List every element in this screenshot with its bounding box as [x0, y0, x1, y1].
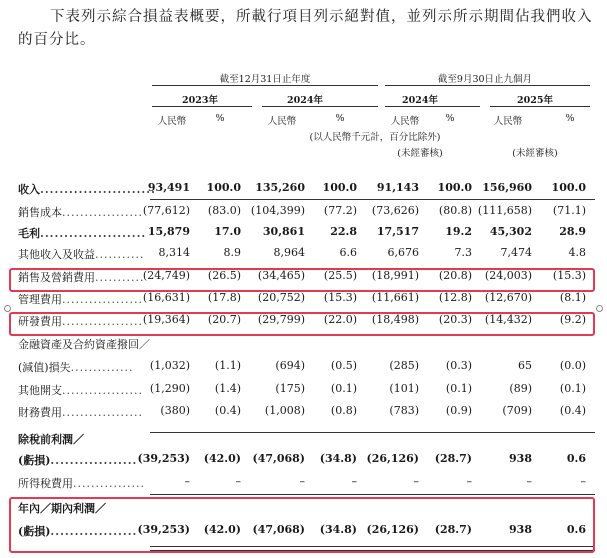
table-cell: 17.0 [214, 225, 241, 238]
header-year-2024-nine-months: 2024年 [402, 95, 438, 106]
table-cell: – [235, 475, 241, 488]
table-cell: 15,879 [147, 225, 190, 238]
row-label: 管理費用.................. [18, 293, 143, 306]
header-rmb-2: 人民幣 [267, 116, 297, 127]
row-label: (減值)損失.............. [18, 361, 134, 374]
table-cell: (16,631) [142, 291, 190, 304]
table-cell: 65 [518, 359, 532, 372]
table-cell: (73,626) [371, 204, 419, 217]
table-cell: (20.7) [207, 313, 241, 326]
row-label: (虧損).................. [18, 525, 138, 538]
table-cell: 8,964 [273, 246, 305, 259]
table-cell: (111,658) [477, 204, 532, 217]
table-cell: (104,399) [250, 204, 305, 217]
table-cell: (77,612) [142, 204, 190, 217]
table-cell: (83.0) [207, 204, 241, 217]
table-cell: (709) [502, 404, 532, 417]
table-cell: 0.6 [566, 452, 586, 465]
header-group-nine-months: 截至9月30日止九個月 [437, 74, 533, 85]
table-cell: (0.4) [559, 404, 586, 417]
table-cell: 4.8 [568, 246, 586, 259]
table-cell: (34.8) [319, 523, 357, 536]
table-cell: (28.7) [434, 523, 472, 536]
table-cell: (15.3) [552, 269, 586, 282]
row-label: 其他開支.................. [18, 384, 143, 397]
row-label: (虧損).................. [18, 454, 138, 467]
table-cell: (20,752) [257, 291, 305, 304]
row-label: 銷售成本.................. [18, 206, 143, 219]
header-pct-1: % [215, 113, 225, 124]
table-cell: – [466, 475, 472, 488]
table-cell: 100.0 [206, 181, 241, 194]
header-unaudited-2024: (未經審核) [397, 148, 443, 159]
row-label: 銷售及營銷費用........... [18, 271, 145, 284]
table-cell: (22.0) [323, 313, 357, 326]
table-cell: (25.5) [323, 269, 357, 282]
table-cell: (28.7) [434, 452, 472, 465]
table-cell: 8,314 [158, 246, 190, 259]
table-cell: (15.3) [323, 291, 357, 304]
table-cell: 8.9 [223, 246, 241, 259]
table-cell: (0.1) [330, 382, 357, 395]
header-pct-2: % [335, 113, 345, 124]
table-cell: – [351, 475, 357, 488]
table-cell: 135,260 [255, 181, 305, 194]
table-cell: (29,799) [257, 313, 305, 326]
table-cell: 28.9 [559, 225, 586, 238]
table-cell: (18,498) [371, 313, 419, 326]
table-cell: – [580, 475, 586, 488]
row-label: 毛利...................... [18, 227, 147, 240]
table-cell: (18,991) [371, 269, 419, 282]
table-cell: (19,364) [142, 313, 190, 326]
table-cell: (39,253) [137, 452, 190, 465]
table-cell: (101) [389, 382, 419, 395]
table-cell: 30,861 [262, 225, 305, 238]
selection-handle-left[interactable] [4, 305, 11, 312]
table-cell: (1,008) [264, 404, 305, 417]
intro-paragraph: 下表列示綜合損益表概要，所載行項目列示絕對值，並列示所示期間佔我們收入的百分比。 [18, 9, 593, 48]
row-label: 其他收入及收益........... [18, 248, 145, 261]
table-cell: (77.2) [323, 204, 357, 217]
header-pct-4: % [565, 113, 575, 124]
table-cell: 22.8 [330, 225, 357, 238]
table-cell: (8.1) [559, 291, 586, 304]
table-cell: (17.8) [207, 291, 241, 304]
row-label: 除稅前利潤／ [18, 433, 84, 446]
table-cell: (1.4) [214, 382, 241, 395]
row-label: 收入........................ [18, 183, 156, 196]
table-cell: (12,670) [484, 291, 532, 304]
table-cell: (80.8) [438, 204, 472, 217]
table-cell: 7,474 [500, 246, 532, 259]
row-label: 所得稅費用................ [18, 477, 145, 490]
table-cell: 100.0 [551, 181, 586, 194]
table-cell: (0.3) [445, 359, 472, 372]
table-cell: 6.6 [339, 246, 357, 259]
header-rmb-4: 人民幣 [493, 116, 523, 127]
table-cell: (26.5) [207, 269, 241, 282]
table-cell: (9.2) [559, 313, 586, 326]
table-cell: (20.8) [438, 269, 472, 282]
table-cell: 156,960 [482, 181, 532, 194]
table-cell: (34,465) [257, 269, 305, 282]
row-label: 研發費用.................. [18, 315, 143, 328]
row-label: 財務費用.................. [18, 406, 143, 419]
table-cell: (1.1) [214, 359, 241, 372]
header-year-2024-annual: 2024年 [287, 95, 323, 106]
table-cell: (24,749) [142, 269, 190, 282]
table-cell: (0.8) [330, 404, 357, 417]
table-cell: (26,126) [366, 452, 419, 465]
header-pct-3: % [445, 113, 455, 124]
table-cell: (285) [389, 359, 419, 372]
table-cell: 100.0 [322, 181, 357, 194]
selection-handle-right[interactable] [596, 305, 603, 312]
table-cell: (71.1) [552, 204, 586, 217]
table-cell: (0.4) [214, 404, 241, 417]
table-cell: 938 [509, 523, 532, 536]
header-rmb-1: 人民幣 [157, 116, 187, 127]
table-cell: 7.3 [454, 246, 472, 259]
header-rmb-3: 人民幣 [390, 116, 420, 127]
highlight-selling-expenses [9, 268, 595, 292]
table-cell: (42.0) [203, 523, 241, 536]
table-cell: (0.1) [445, 382, 472, 395]
table-cell: (783) [389, 404, 419, 417]
row-label: 金融資產及合約資產撥回／ [18, 338, 150, 351]
header-unaudited-2025: (未經審核) [512, 148, 558, 159]
table-cell: (47,068) [252, 523, 305, 536]
table-cell: (34.8) [319, 452, 357, 465]
table-cell: – [299, 475, 305, 488]
table-cell: (694) [275, 359, 305, 372]
table-cell: 91,143 [376, 181, 419, 194]
table-cell: (1,290) [149, 382, 190, 395]
table-cell: (0.9) [445, 404, 472, 417]
header-year-2023: 2023年 [182, 95, 218, 106]
header-year-2025: 2025年 [517, 95, 553, 106]
table-cell: (20.3) [438, 313, 472, 326]
table-cell: (11,661) [371, 291, 419, 304]
table-cell: (1,032) [149, 359, 190, 372]
table-cell: (89) [509, 382, 532, 395]
table-cell: (24,003) [484, 269, 532, 282]
table-cell: (0.0) [559, 359, 586, 372]
table-cell: (39,253) [137, 523, 190, 536]
row-label: 年內／期內利潤／ [18, 502, 106, 515]
header-group-annual: 截至12月31日止年度 [219, 74, 311, 85]
table-cell: (14,432) [484, 313, 532, 326]
table-cell: (380) [160, 404, 190, 417]
table-cell: 938 [509, 452, 532, 465]
table-cell: (12.8) [438, 291, 472, 304]
table-cell: 17,517 [376, 225, 419, 238]
header-unit-note: (以人民幣千元計，百分比除外) [309, 132, 441, 143]
table-cell: – [413, 475, 419, 488]
table-cell: 6,676 [387, 246, 419, 259]
table-cell: 45,302 [489, 225, 532, 238]
table-cell: 100.0 [437, 181, 472, 194]
table-cell: (0.5) [330, 359, 357, 372]
table-cell: – [184, 475, 190, 488]
table-cell: 0.6 [566, 523, 586, 536]
table-cell: (0.1) [559, 382, 586, 395]
table-cell: 93,491 [147, 181, 190, 194]
table-cell: (47,068) [252, 452, 305, 465]
table-cell: – [526, 475, 532, 488]
highlight-rd-expenses [9, 312, 595, 336]
table-cell: 19.2 [445, 225, 472, 238]
table-cell: (42.0) [203, 452, 241, 465]
table-cell: (175) [275, 382, 305, 395]
table-cell: (26,126) [366, 523, 419, 536]
highlight-net-loss [9, 497, 595, 553]
